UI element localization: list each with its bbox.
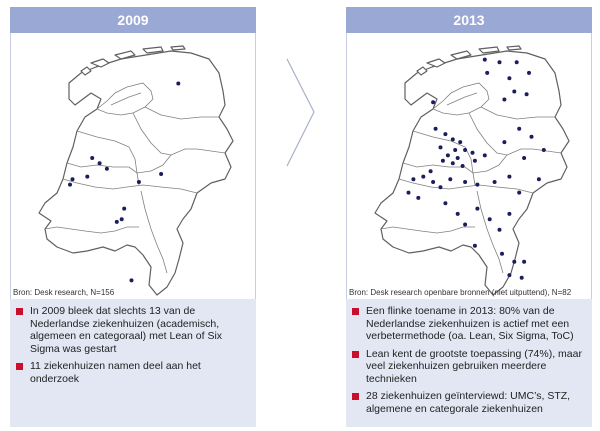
hospital-dot [512, 260, 516, 264]
hospital-dot [439, 145, 443, 149]
hospital-dot [98, 161, 102, 165]
hospital-dot [439, 185, 443, 189]
hospital-dot [431, 180, 435, 184]
source-note: Bron: Desk research, N=156 [13, 288, 115, 297]
source-note: Bron: Desk research openbare bronnen (niet uitputtend), N=82 [349, 288, 572, 297]
panel-title: 2013 [346, 7, 592, 33]
hospital-dot [463, 148, 467, 152]
hospital-dot [68, 183, 72, 187]
bullet-square-icon [352, 351, 359, 358]
hospital-dot [537, 177, 541, 181]
hospital-dot [471, 151, 475, 155]
hospital-dot [502, 140, 506, 144]
hospital-dot [483, 153, 487, 157]
panel-2009 [10, 7, 256, 427]
panel-title: 2009 [10, 7, 256, 33]
hospital-dot [446, 153, 450, 157]
bullet-square-icon [16, 363, 23, 370]
hospital-dot [451, 161, 455, 165]
bullet-square-icon [352, 393, 359, 400]
country-outline [39, 51, 233, 295]
hospital-dot [473, 159, 477, 163]
hospital-dot [522, 156, 526, 160]
wadden-island [171, 46, 185, 50]
netherlands-map [11, 33, 257, 299]
hospital-dot [515, 60, 519, 64]
hospital-dot [431, 100, 435, 104]
hospital-dot [500, 252, 504, 256]
hospital-dot [463, 223, 467, 227]
hospital-dot [507, 273, 511, 277]
hospital-dot [498, 228, 502, 232]
bullet-item: In 2009 bleek dat slechts 13 van de Nederlandse ziekenhuizen (academisch, algemeen en categoraal) met Lean of Six Sigma was gestart [16, 305, 248, 355]
hospital-dot [461, 164, 465, 168]
hospital-dot [130, 278, 134, 282]
hospital-dot [475, 183, 479, 187]
hospital-dot [176, 82, 180, 86]
hospital-dot [456, 156, 460, 160]
hospital-dot [512, 90, 516, 94]
hospital-dot [434, 127, 438, 131]
hospital-dot [520, 276, 524, 280]
chevron-right-icon [283, 55, 319, 170]
hospital-dot [443, 201, 447, 205]
bullet-item: 11 ziekenhuizen namen deel aan het onderzoek [16, 360, 248, 385]
hospital-dot [137, 180, 141, 184]
hospital-dot [475, 207, 479, 211]
bullet-square-icon [352, 308, 359, 315]
notes-2013 [346, 299, 592, 427]
bullet-square-icon [16, 308, 23, 315]
wadden-island [143, 47, 163, 53]
hospital-dot [456, 212, 460, 216]
hospital-dot [105, 167, 109, 171]
hospital-dot [159, 172, 163, 176]
hospital-dot [115, 220, 119, 224]
bullet-item: Een flinke toename in 2013: 80% van de Nederlandse ziekenhuizen is actief met een verbetermethode (oa. Lean, Six Sigma, ToC) [352, 305, 584, 343]
wadden-island [479, 47, 499, 53]
hospital-dot [542, 148, 546, 152]
hospital-dot [407, 191, 411, 195]
notes-2009 [10, 299, 256, 427]
bullet-item: Lean kent de grootste toepassing (74%), maar veel ziekenhuizen gebruiken meerdere technieken [352, 348, 584, 386]
hospital-dot [485, 71, 489, 75]
hospital-dot [525, 92, 529, 96]
hospital-dot [502, 98, 506, 102]
hospital-dot [498, 60, 502, 64]
hospital-dot [120, 217, 124, 221]
hospital-dot [493, 180, 497, 184]
hospital-dot [483, 58, 487, 62]
hospital-dot [507, 76, 511, 80]
hospital-dot [458, 140, 462, 144]
wadden-island [507, 46, 521, 50]
hospital-dot [530, 135, 534, 139]
hospital-dot [90, 156, 94, 160]
hospital-dot [451, 137, 455, 141]
country-outline [375, 51, 569, 295]
hospital-dot [463, 180, 467, 184]
hospital-dot [421, 175, 425, 179]
hospital-dot [488, 217, 492, 221]
hospital-dot [122, 207, 126, 211]
hospital-dot [522, 260, 526, 264]
panel-2013 [346, 7, 592, 427]
hospital-dot [507, 175, 511, 179]
hospital-dot [453, 148, 457, 152]
netherlands-map [347, 33, 593, 299]
bullet-item: 28 ziekenhuizen geïnterviewd: UMC’s, STZ, algemene en categorale ziekenhuizen [352, 390, 584, 415]
hospital-dot [429, 169, 433, 173]
hospital-dot [411, 177, 415, 181]
hospital-dot [448, 177, 452, 181]
hospital-dot [517, 127, 521, 131]
hospital-dot [473, 244, 477, 248]
hospital-dot [85, 175, 89, 179]
hospital-dot [527, 71, 531, 75]
hospital-dot [416, 196, 420, 200]
hospital-dot [507, 212, 511, 216]
hospital-dot [71, 177, 75, 181]
hospital-dot [443, 132, 447, 136]
hospital-dot [441, 159, 445, 163]
hospital-dot [517, 191, 521, 195]
map-netherlands-2013 [346, 33, 592, 299]
map-netherlands-2009 [10, 33, 256, 299]
